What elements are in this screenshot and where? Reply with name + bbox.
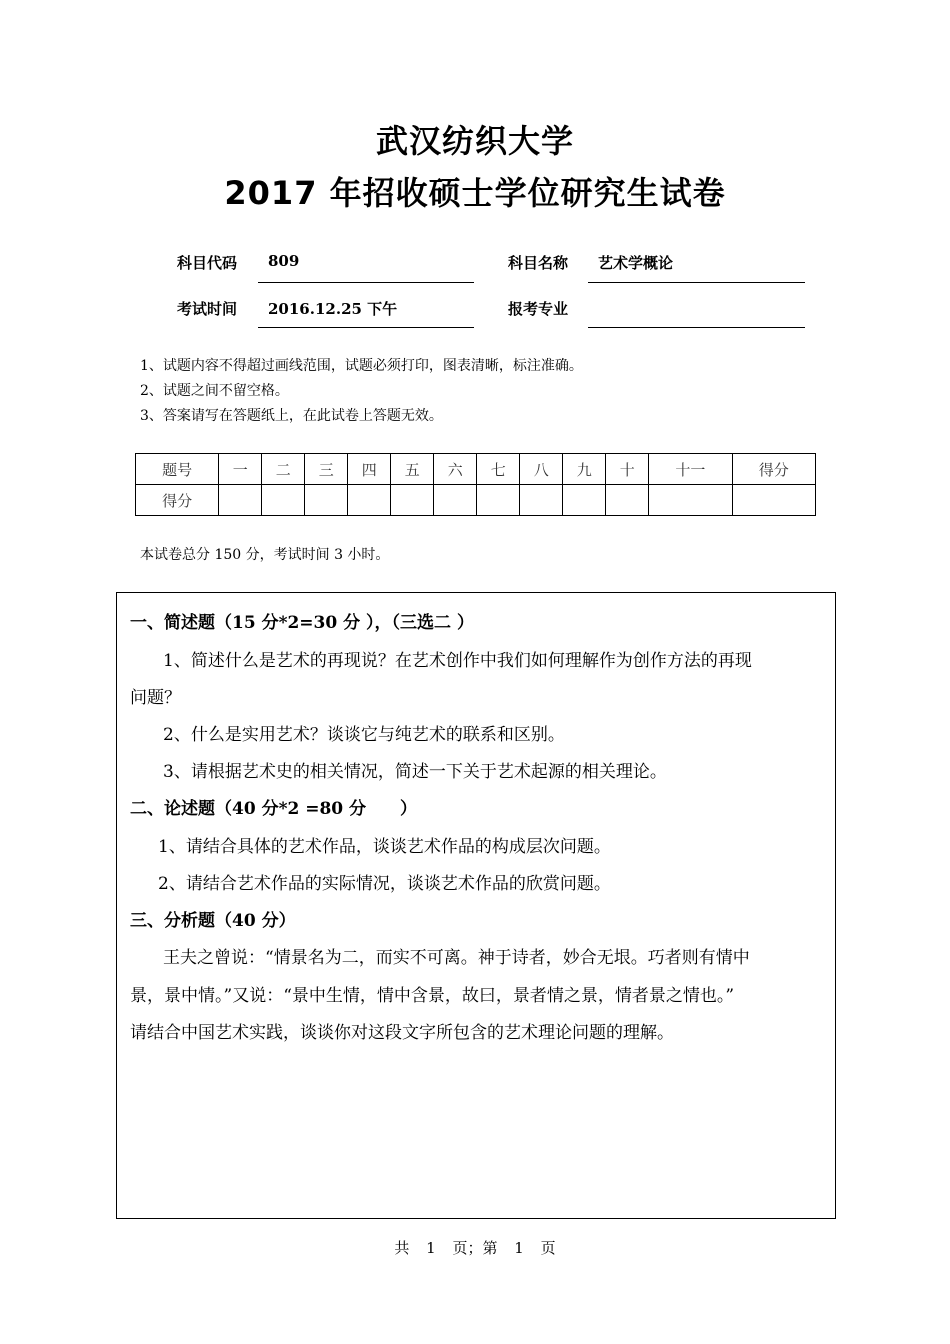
score-cell xyxy=(606,485,649,516)
score-row-label: 得分 xyxy=(136,485,219,516)
footer-total-pages: 1 xyxy=(426,1239,436,1257)
page-footer xyxy=(0,1237,950,1258)
section-3-text-line-2: 景，景中情。”又说：“景中生情，情中含景，故曰，景者情之景，情者景之情也。” xyxy=(130,986,735,1006)
exam-title: 2017 年招收硕士学位研究生试卷 xyxy=(224,174,726,212)
section-3-text-line-1: 王夫之曾说：“情景名为二，而实不可离。神于诗者，妙合无垠。巧者则有情中 xyxy=(163,948,750,968)
score-table-header-cell: 得分 xyxy=(732,454,815,485)
footer-total-label: 共 xyxy=(394,1239,410,1257)
score-table-header-cell: 十 xyxy=(606,454,649,485)
score-table-header-cell: 三 xyxy=(305,454,348,485)
subject-name-underline xyxy=(588,282,805,283)
section-2-title: 二、论述题（40 分*2 =80 分 ） xyxy=(130,799,418,819)
score-cell xyxy=(262,485,305,516)
subject-code-underline xyxy=(258,282,474,283)
score-cell xyxy=(649,485,732,516)
note-item: 2、试题之间不留空格。 xyxy=(140,383,289,399)
score-table-header-cell: 五 xyxy=(391,454,434,485)
major-label: 报考专业 xyxy=(508,300,569,318)
footer-current-page: 1 xyxy=(514,1239,524,1257)
score-cell xyxy=(563,485,606,516)
major-underline xyxy=(588,327,805,328)
note-item: 3、答案请写在答题纸上，在此试卷上答题无效。 xyxy=(140,408,443,424)
section-3-text-line-3: 请结合中国艺术实践，谈谈你对这段文字所包含的艺术理论问题的理解。 xyxy=(130,1023,674,1043)
score-table-header-cell: 七 xyxy=(477,454,520,485)
section-1-question-1-cont: 问题？ xyxy=(130,688,181,708)
section-1-title: 一、简述题（15 分*2=30 分 ），（三选二 ） xyxy=(130,613,474,633)
exam-time-underline xyxy=(258,327,474,328)
score-table-header-row xyxy=(136,454,816,485)
score-cell xyxy=(219,485,262,516)
note-item: 1、试题内容不得超过画线范围，试题必须打印，图表清晰，标注准确。 xyxy=(140,358,583,374)
score-table-header-cell: 一 xyxy=(219,454,262,485)
section-2-question-1: 1、请结合具体的艺术作品，谈谈艺术作品的构成层次问题。 xyxy=(158,837,611,857)
section-1-question-2: 2、什么是实用艺术？谈谈它与纯艺术的联系和区别。 xyxy=(163,725,565,745)
score-cell xyxy=(434,485,477,516)
section-3-title: 三、分析题（40 分） xyxy=(130,911,296,931)
score-cell xyxy=(477,485,520,516)
exam-time-value: 2016.12.25 下午 xyxy=(268,300,398,318)
total-score-note: 本试卷总分 150 分，考试时间 3 小时。 xyxy=(140,547,390,563)
section-1-question-1: 1、简述什么是艺术的再现说？在艺术创作中我们如何理解作为创作方法的再现 xyxy=(163,651,752,671)
exam-notes xyxy=(140,354,583,429)
score-cell xyxy=(391,485,434,516)
score-table-header-cell: 二 xyxy=(262,454,305,485)
score-table-score-row xyxy=(136,485,816,516)
score-table-header-cell: 四 xyxy=(348,454,391,485)
score-table xyxy=(135,453,816,516)
score-cell xyxy=(732,485,815,516)
score-table-header-cell: 九 xyxy=(563,454,606,485)
university-title: 武汉纺织大学 xyxy=(375,122,574,160)
subject-name-value: 艺术学概论 xyxy=(598,254,674,272)
footer-page-sep: 页；第 xyxy=(452,1239,498,1257)
score-table-header-cell: 八 xyxy=(520,454,563,485)
exam-time-label: 考试时间 xyxy=(177,300,238,318)
subject-code-value: 809 xyxy=(268,252,300,270)
section-2-question-2: 2、请结合艺术作品的实际情况，谈谈艺术作品的欣赏问题。 xyxy=(158,874,611,894)
score-cell xyxy=(348,485,391,516)
score-table-header-cell: 题号 xyxy=(136,454,219,485)
subject-code-label: 科目代码 xyxy=(177,254,238,272)
score-table-header-cell: 十一 xyxy=(649,454,732,485)
score-cell xyxy=(520,485,563,516)
section-1-question-3: 3、请根据艺术史的相关情况，简述一下关于艺术起源的相关理论。 xyxy=(163,762,667,782)
score-table-header-cell: 六 xyxy=(434,454,477,485)
footer-page-end: 页 xyxy=(540,1239,556,1257)
score-cell xyxy=(305,485,348,516)
subject-name-label: 科目名称 xyxy=(508,254,569,272)
